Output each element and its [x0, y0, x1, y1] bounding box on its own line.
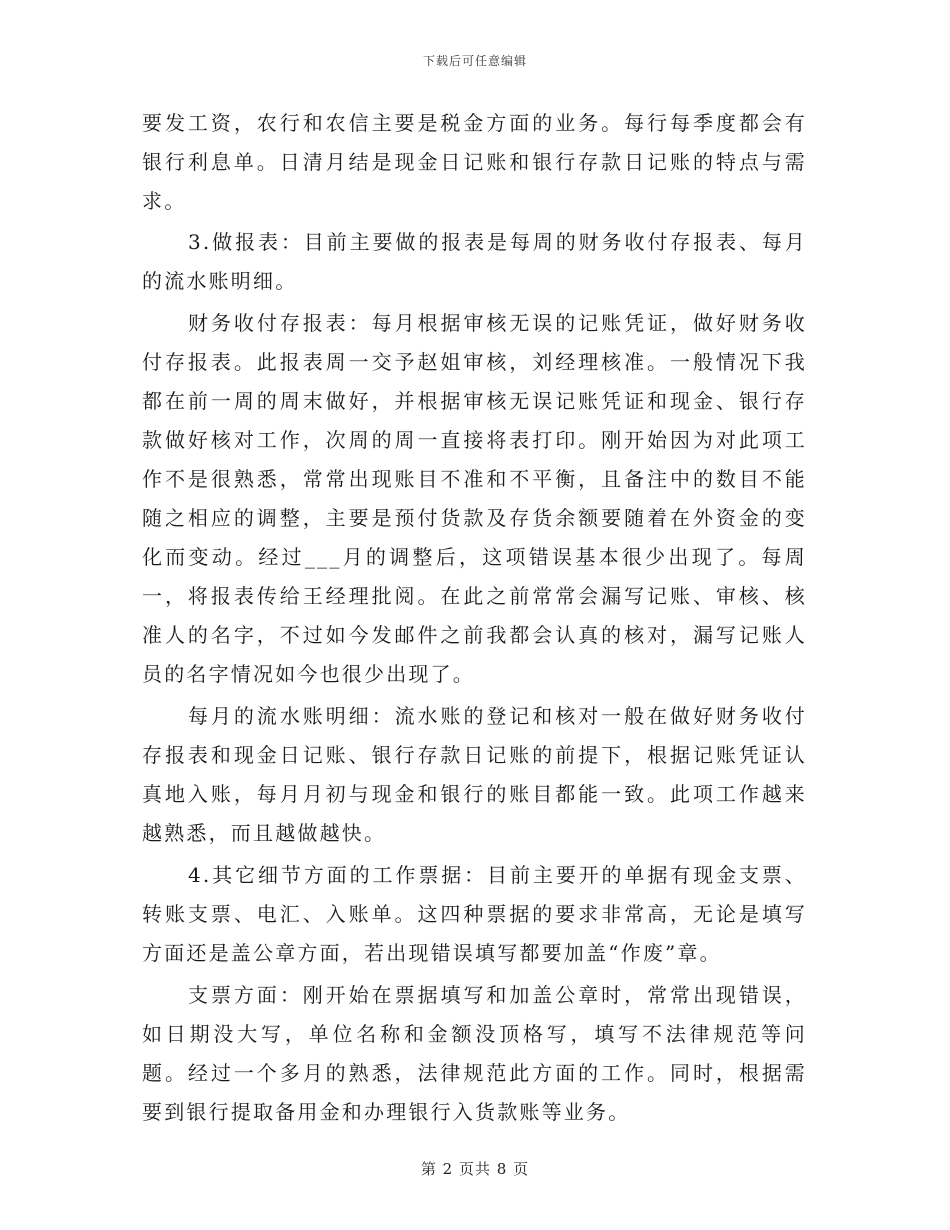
page-header: 下载后可任意编辑: [422, 54, 527, 68]
document-body: [142, 104, 807, 1132]
paragraph-cheques: 支票方面：刚开始在票据填写和加盖公章时，常常出现错误，如日期没大写，单位名称和金额没顶格写，填写不法律规范等问题。经过一个多月的熟悉，法律规范此方面的工作。同时，根据需要到银行提取备用金和办理银行入货款账等业务。: [142, 983, 807, 1124]
paragraph-ledger-details: 每月的流水账明细：流水账的登记和核对一般在做好财务收付存报表和现金日记账、银行存款日记账的前提下，根据记账凭证认真地入账，每月月初与现金和银行的账目都能一致。此项工作越来越熟悉，而且越做越快。: [142, 704, 807, 845]
paragraph-continuation: 要发工资，农行和农信主要是税金方面的业务。每行每季度都会有银行利息单。日清月结是现金日记账和银行存款日记账的特点与需求。: [142, 111, 807, 213]
paragraph-bills: 4.其它细节方面的工作票据：目前主要开的单据有现金支票、转账支票、电汇、入账单。这四种票据的要求非常高，无论是填写方面还是盖公章方面，若出现错误填写都要加盖“作废”章。: [142, 863, 807, 965]
page-number: 第 2 页共 8 页: [420, 1160, 530, 1178]
paragraph-cash-report: 财务收付存报表：每月根据审核无误的记账凭证，做好财务收付存报表。此报表周一交予赵姐审核，刘经理核准。一般情况下我都在前一周的周末做好，并根据审核无误记账凭证和现金、银行存款做好核对工作，次周的周一直接将表打印。刚开始因为对此项工作不是很熟悉，常常出现账目不准和不平衡，且备注中的数目不能随之相应的调整，主要是预付货款及存货余额要随着在外资金的变化而变动。经过___月的调整后，这项错误基本很少出现了。每周一，将报表传给王经理批阅。在此之前常常会漏写记账、审核、核准人的名字，不过如今发邮件之前我都会认真的核对，漏写记账人员的名字情况如今也很少出现了。: [142, 311, 807, 686]
paragraph-reports-heading: 3.做报表：目前主要做的报表是每周的财务收付存报表、每月的流水账明细。: [142, 230, 807, 293]
